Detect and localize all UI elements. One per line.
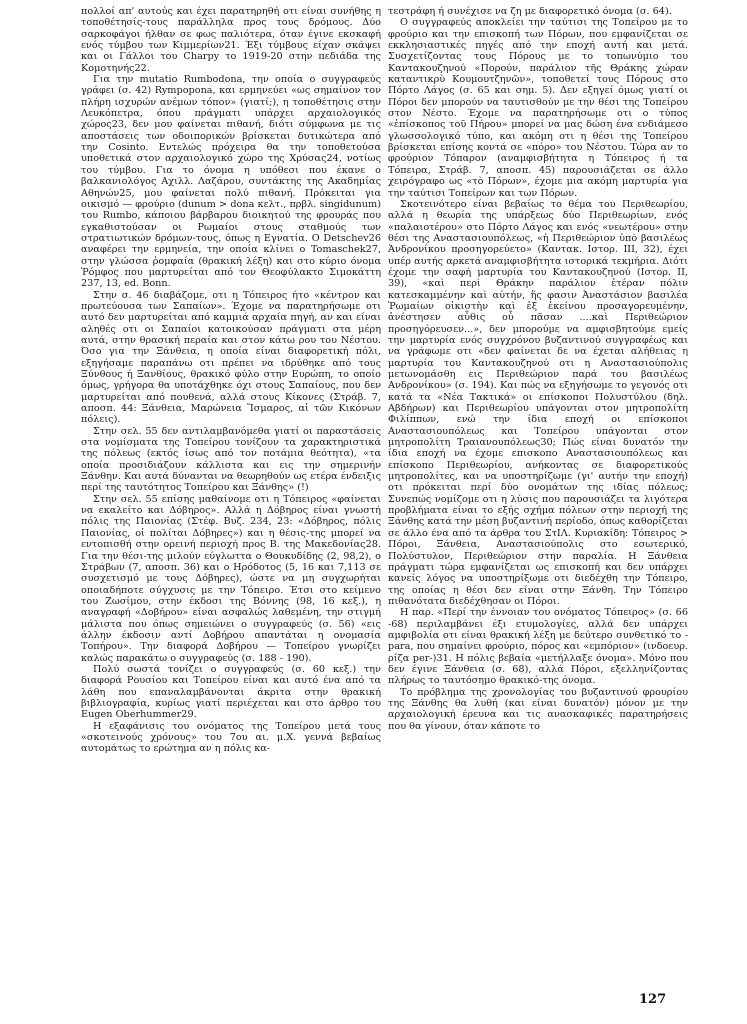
paragraph: Στην σελ. 55 επίσης μαθαίνομε οτι η Τόπειρος «φαίνεται να εκαλείτο και Δόβηρος». Αλλά η Δόβηρος είναι γνωστή πόλις της Παιονίας (Στέφ. Βυζ. 234, 23: «Δόβηρος, πόλις Παιονίας, οἱ πολίται Δόβηρες») και η θέσις-της μπορεί να εντοπισθή στην ορεινή περιοχή προς Β. της Μακεδονίας28. Για την θέσι-της μιλούν εύγλωττα ο Θουκυδίδης (2, 98,2), ο Στράβων (7, αποσπ. 36) και ο Ηρόδοτος (5, 16 και 7,113 σε συσχετισμό με τους Δόβηρες), ώστε να μη συγχωρήται οποιαδήποτε σύγχυσις με την Τόπειρο. Έτσι στο κείμενο του Ζωσίμου, στην έκδοσι της Βόννης (98, 16 κεξ.), η αναγραφή «Δοβήρου» είναι ασφαλώς λαθεμένη, την στιγμή μάλιστα που όπως σημειώνει ο συγγραφεύς (σ. 56) «εις άλλην έκδοσιν αντί Δοβήρου απαντάται η ονομασία Τοπήρου». Την διαφορά Δοβήρου — Τοπείρου γνωρίζει καλώς παρακάτω ο συγγραφεύς (σ. 188 - 190). [81,493,381,664]
paragraph: Για την mutatio Rumbodona, την οποία ο συγγραφεύς γράφει (σ. 42) Rympopona, και ερμηνεύει «ως σημαίνον τον πλήρη ισχυρών ανέμων τόπον» (γιατί;), η τοποθέτησις στην Λευκόπετρα, όπου πράγματι υπάρχει αρχαιολογικός χώρος23, δεν μου φαίνεται πιθανή, διότι σύμφωνα με τις αποστάσεις των οδοιπορικών βρίσκεται δυτικώτερα από την Cosinto. Εντελώς πρόχειρα θα την τοποθετούσα υποθετικά στον αρχαιολογικό χώρο της Χρύσας24, νοτίως του τύμβου. Για το όνομα η υπόθεσι που έκανε ο βαλκανιολόγος Αχιλλ. Λαζάρου, συντάκτης της Ακαδημίας Αθηνών25, μου φαίνεται πολύ πιθανή. Πρόκειται για οικισμό — φρούριο (dunum > dona κελτ., πρβλ. singidunum) του Rumbo, κάποιου βάρβαρου διοικητού της φρουράς που εγκαθιστούσαν οι Ρωμαίοι στους σταθμούς των στρατιωτικών δρόμων-τους, όπως η Εγνατία. Ο Detschev26 αναφέρει την ερμηνεία, την οποία κλίνει ο Tomaschek27, στην γλώσσα ῥομφαία (θρακική λέξη) και στο κύριο όνομα Ῥόμφος που μαρτυρείται από τον Θεοφύλακτο Σιμοκάττη 237, 13, ed. Bonn. [81,74,381,290]
paragraph: τεστράφη ή συνέχισε να ζη με διαφορετικό όνομα (σ. 64). [388,6,672,17]
left-text-column [81,6,381,755]
paragraph: Στην σ. 46 διαβάζομε, οτι η Τόπειρος ήτο «κέντρον και πρωτεύουσα των Σαπαίων». Έχομε να παρατηρήσωμε οτι αυτό δεν μαρτυρείται από καμμιά αρχαία πηγή, αν και είναι αληθές οτι οι Σαπαίοι κατοικούσαν πράγματι στα μέρη αυτά, στην θρασική περαία και στον κάτω ρου του Νέστου. Όσο για την Ξάνθεια, η οποία είναι διαφορετική πόλι, εξηγήσαμε παραπάνω οτι πρέπει να ιδρύθηκε από τους Ξύνθους ή Ξανθίους, θρακικό φύλο στην Ευρώπη, το οποίο όμως, γρήγορα θα υποτάχθηκε όχι στους Σαπαίους, που δεν μαρτυρείται από πουθενά, αλλά στους Κίκονες (Στράβ. 7, αποσπ. 44: Ξάνθεια, Μαρώνεια Ἴσμαρος, αἱ τῶν Κικόνων πόλεις). [81,289,381,426]
paragraph: Ο συγγραφεύς αποκλείει την ταύτισι της Τοπείρου με το φρούριο και την επισκοπή των Πόρων, που εμφανίζεται σε εκκλησιαστικές πηγές από την εποχή αυτή και μετά. Συσχετίζοντας τους Πόρους με το τοπωνύμιο του Καντακουζηνού «Πορούν, παράλιον τῆς Θράκης χώραν καταντικρὺ Κουμουτζηνῶν», τοποθετεί τους Πόρους στο Πόρτο Λάγος (σ. 65 και σημ. 5). Δεν εξηγεί όμως γιατί οι Πόροι δεν μπορούν να ταυτισθούν με την θέσι της Τοπείρου στον Νέστο. Έχομε να παρατηρήσωμε οτι ο τύπος «ἐπίσκοπος τοῦ Πήρου» μπορεί να μας δώση ένα ενδιάμεσο γλωσσολογικό τύπο, και ακόμη οτι η θέσι της Τοπείρου βρίσκεται επίσης κοντά σε «πόρο» του Νέστου. Τώρα αν το φρούριον Τόπαρον (αναμφισβήτητα η Τόπειρος ή τα Τόπειρα, Στράβ. 7, αποσπ. 45) παρουσιάζεται σε άλλο χειρόγραφο ως «τὸ Πόρων», έχομε μια ακόμη μαρτυρία για την ταύτισι Τοπείρων και των Πόρων. [388,17,688,199]
page-number: 127 [639,992,667,1007]
paragraph: Η εξαφάνισις του ονόματος της Τοπείρου μετά τους «σκοτεινούς χρόνους» του 7ου αι. μ.Χ. γεννά βεβαίως αυτομάτως το ερώτημα αν η πόλις κα- [81,720,381,755]
paragraph: Πολύ σωστά τονίζει ο συγγραφεύς (σ. 60 κεξ.) την διαφορά Ρουσίου και Τοπείρου είναι και αυτό ένα από τα λάθη που επαναλαμβάνονται άκριτα στην θρακική βιβλιογραφία, κυρίως γιατί περιέχεται και στο άρθρο του Eugen Oberhummer29. [81,663,381,721]
paragraph: πολλοί απ' αυτούς και έχει παρατηρηθή οτι είναι συνήθης η τοποθέτησίς-τους παράλληλα προς τους δρόμους. Δύο σαρκοφάγοι ήλθαν σε φως παλιότερα, όταν έγινε εκσκαφή ενός τύμβου των Κιμμερίων21. Έξι τύμβους είχαν σκάψει και οι Γάλλοι του Charpy το 1919-20 στην πεδιάδα της Κομοτηνής22. [81,6,381,74]
paragraph: Στην σελ. 55 δεν αντιλαμβανόμεθα γιατί οι παραστάσεις στα νομίσματα της Τοπείρου τονίζουν τα χαρακτηριστικά της πόλεως (εκτός ίσως από τον ποτάμια θεότητα), «τα οποία προσιδιάζουν κάλλιστα και εις την σημερινήν Ξάνθην. Και αυτά δύνανται να θεωρηθούν ως ετέρα ένδειξις περί της ταυτότητος Τοπείρου και Ξάνθης» (!) [81,425,381,494]
right-text-column [388,6,688,732]
paragraph: Το πρόβλημα της χρονολογίας του βυζαντινού φρουρίου της Ξάνθης θα λυθή (και είναι δυνατόν) μόνον με την αρχαιολογική έρευνα και τις ανασκαφικές παρατηρήσεις που θα γίνουν, όταν κάποτε το [388,686,688,732]
paragraph: Η παρ. «Περί την έννοιαν του ονόματος Τόπειρος» (σ. 66 -68) περιλαμβάνει έξι ετυμολογίες, αλλά δεν υπάρχει αμφιβολία οτι είναι θρακική λέξη με δεύτερο συνθετικό το -para, που σημαίνει φρούριο, πόρος και «εμπόριον» (ινδοευρ. ρίζα per-)31. Η πόλις βεβαία «μετήλλαξε όνομα». Μόνο που δεν έγινε Ξάνθεια (σ. 68), αλλά Πόροι, εξελληνίζοντας πλήρως το ταυτόσημο θρακικό-της όνομα. [388,607,688,687]
paragraph: Σκοτεινότερο είναι βεβαίως το θέμα του Περιθεωρίου, αλλά η θεωρία της υπάρξεως δύο Περιθεωρίων, ενός «παλαιοτέρου» στο Πόρτο Λάγος και ενός «νεωτέρου» στην θέσι της Αναστασιουπόλεως, «ἡ Περιθεώριον ὑπὸ βασιλέως Ἀνδρονίκου προσηγορεύετο» (Καντακ. Ιστορ. ΙΙΙ, 32), έχει υπέρ αυτής αρκετά αναμφισβήτητα ιστορικά τεκμήρια. Διότι έχομε την σαφή μαρτυρία του Καντακουζηνού (Ιστορ. ΙΙ, 39), «καὶ περὶ Θράκην παράλιον ἐτέραν πόλιν κατεσκαμμένην καὶ αὐτήν, ἥς φασιν Ἀναστάσιον βασιλέα Ῥωμαίων οἰκιστὴν καὶ ἐξ ἐκείνου προσαγορευμένην, ἀνέστησεν αὖθις οὖ πᾶσαν ....καὶ Περιθεώριον προσηγόρευσεν...», δεν μπορούμε να αμφισβητούμε εμείς την μαρτυρία ενός συγχρόνου βυζαντινού συγγραφέως και να γράφωμε οτι «δεν φαίνεται δε να έχεται αλήθειας η μαρτυρία του Καντακουζηνού οτι η Αναστασιούπολις μετωνομάσθη εις Περιθεώριον παρά του βασιλέως Ανδρονίκου» (σ. 194). Και πώς να εξηγήσωμε το γεγονός οτι κατά τα «Νέα Τακτικά» οι επίσκοποι Πολυστύλου (δηλ. Αβδήρων) και Περιθεωρίου υπάγονται στον μητροπολίτη Φιλίππων, ενώ την ίδια εποχή οι επίσκοποι Αναστασιουπόλεως και Τοπείρου υπάγονται στον μητροπολίτη Τραιανουπόλεως30; Πώς είναι δυνατόν την ίδια εποχή να έχομε επισκοπο Αναστασιουπόλεως και επίσκοπο Περιθεωρίου, ανήκοντας σε διαφορετικούς μητροπολίτες, και να υποστηρίζωμε (γι' αυτήν την εποχή) οτι πρόκειται περί δύο ονομάτων της ιδίας πόλεως; Συνεπώς νομίζομε οτι η λύσις που παρουσιάζει τα λιγότερα προβλήματα είναι το εξής σχήμα πόλεων στην περιοχή της Ξάνθης κατά την μέση βυζαντινή περίοδο, όπως καθορίζεται σε άλλο ένα από τα άρθρα του ΣτΙΛ. Κυριακίδη: Τόπειρος > Πόροι, Ξάνθεια, Αναστασιούπολις στο εσωτερικό, Πολύστυλον, Περιθεώριον στην παραλία. Η Ξάνθεια πράγματι τώρα εμφανίζεται ως επισκοπή και δεν υπάρχει κανείς λόγος να υποστηρίξωμε οτι διεδέχθη την Τόπειρο, της οποίας η θέσι δεν είναι στην Ξάνθη. Την Τόπειρο πιθανότατα διεδέχθησαν οι Πόροι. [388,198,688,607]
